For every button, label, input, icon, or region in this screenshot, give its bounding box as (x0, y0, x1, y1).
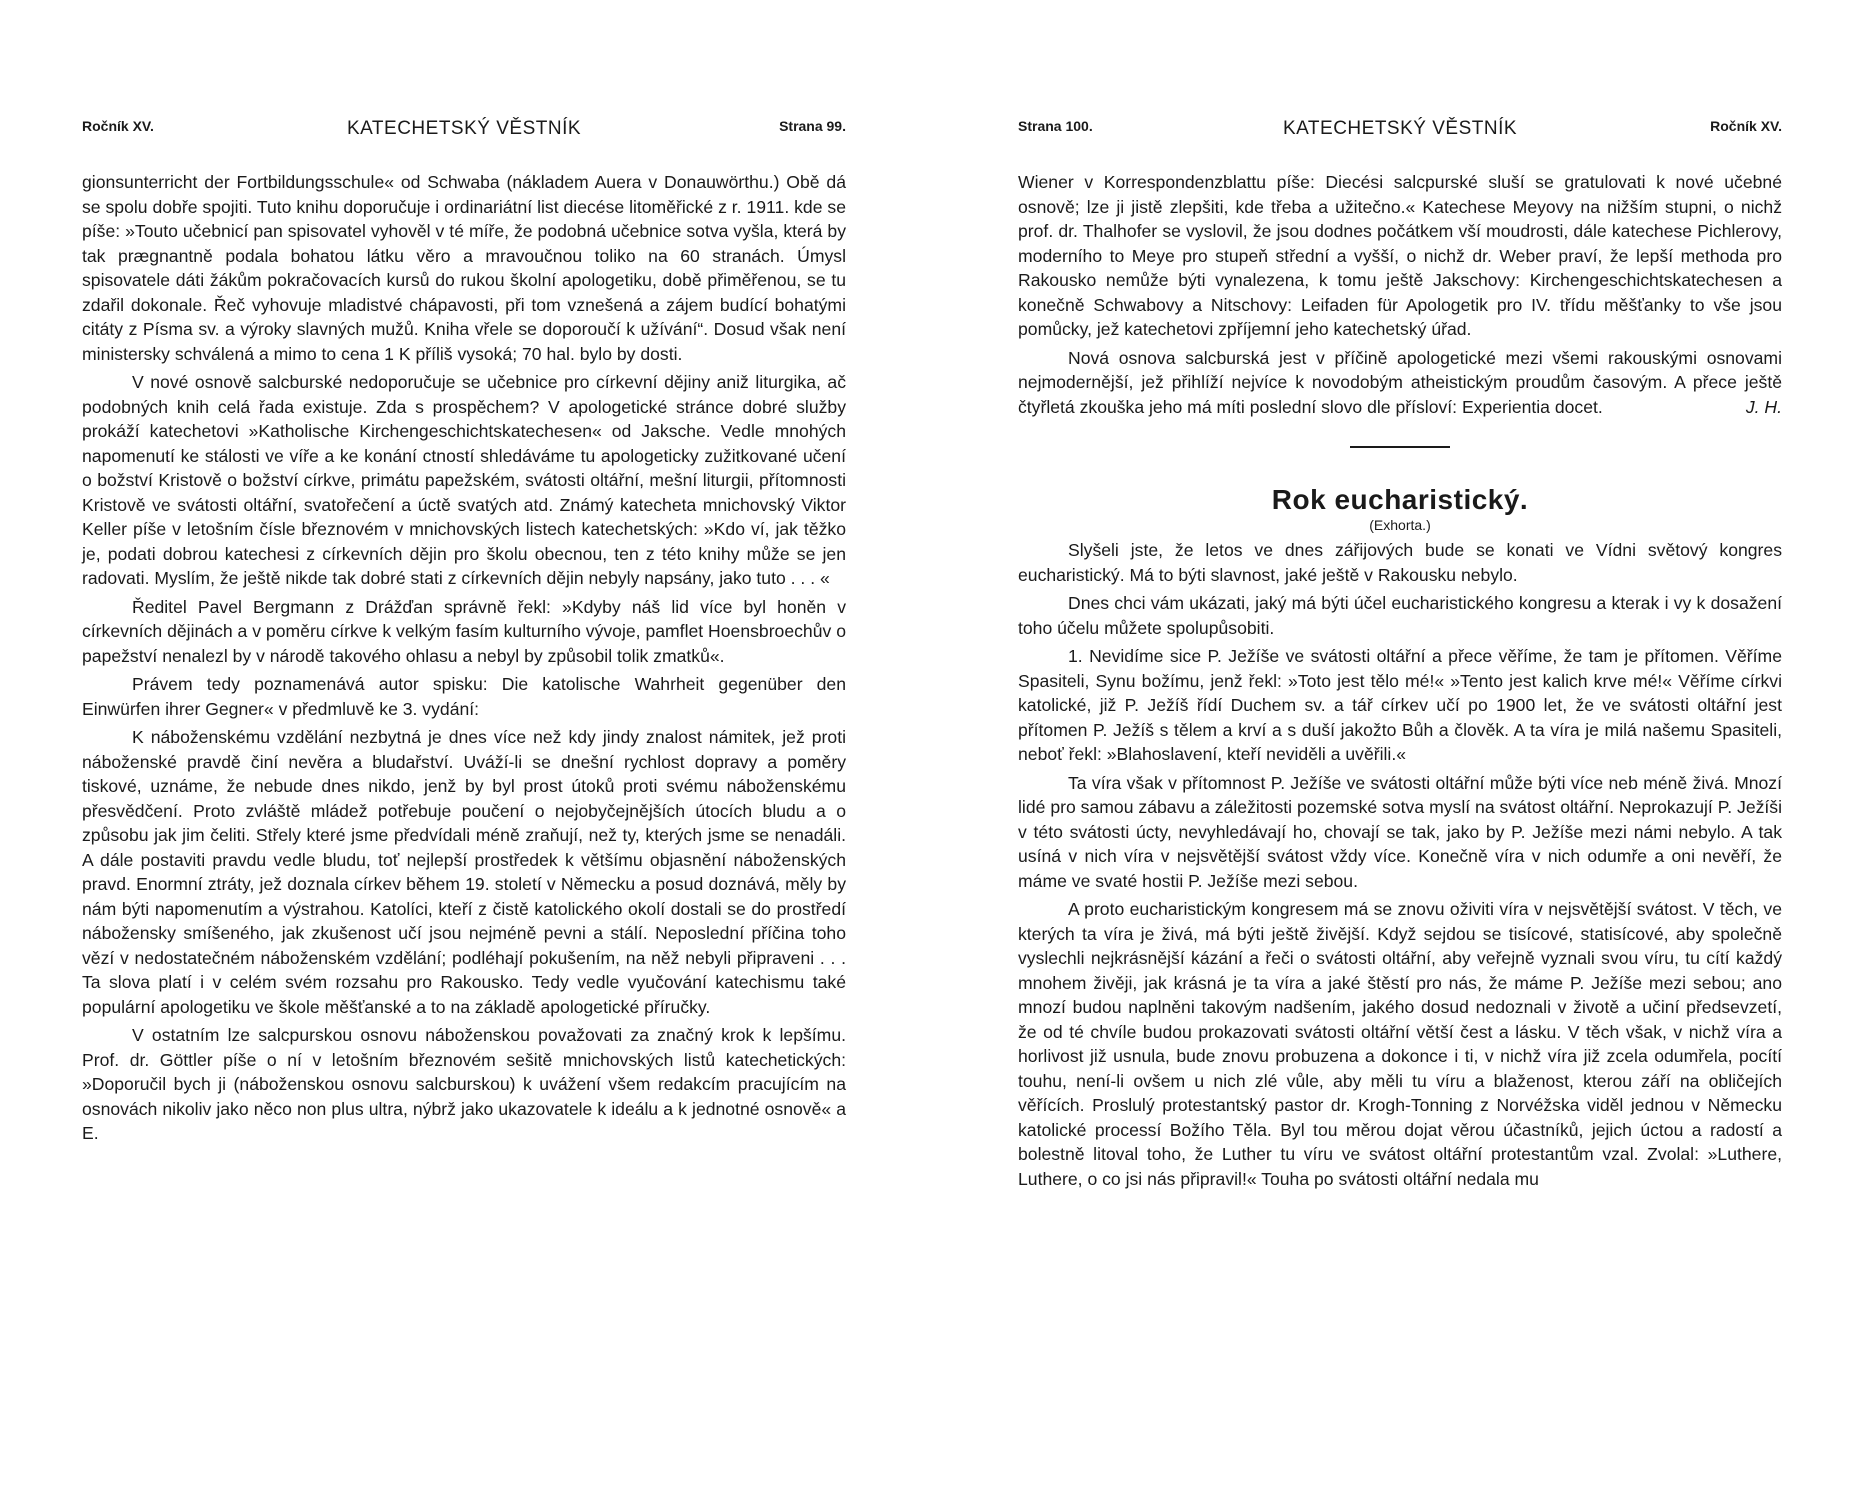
paragraph-with-signature (1018, 346, 1782, 420)
paragraph: Wiener v Korrespondenzblattu píše: Diecési salcpurské sluší se gratulovati k nové učebné osnově; lze ji jistě zlepšiti, kde třeba a užitečno.« Katechese Meyovy na nižším stupni, o nichž prof. dr. Thalhofer se vyslovil, že jsou dodnes počátkem vší moudrosti, dále katechese Pichlerovy, moderního to Meye pro stupeň střední a vyšší, o nichž dr. Weber praví, že lepší methoda pro Rakousko nemůže býti vynalezena, k tomu ještě Jakschovy: Kirchengeschichtskatechesen a konečně Schwabovy a Nitschovy: Leifaden für Apologetik pro IV. třídu měšťanky to vše jsou pomůcky, jež katechetovi zpříjemní jeho katechetský úřad. (1018, 172, 1782, 339)
left-page-body (82, 170, 846, 1146)
journal-title: KATECHETSKÝ VĚSTNÍK (1282, 118, 1518, 139)
section-divider (1350, 446, 1450, 448)
journal-title: KATECHETSKÝ VĚSTNÍK (346, 118, 582, 139)
right-page-body (1018, 170, 1782, 1191)
paragraph: 1. Nevidíme sice P. Ježíše ve svátosti oltářní a přece věříme, že tam je přítomen. Věříme Spasiteli, Synu božímu, jenž řekl: »Toto jest tělo mé!« »Tento jest kalich krve mé!« Věříme církvi katolické, již P. Ježíš řídí Duchem sv. a tář církev učí po 1900 let, že ve svátosti oltářní jest přítomen P. Ježíš s tělem a krví a s duší jakožto Bůh a člověk. A ta víra je milá našemu Spasiteli, neboť řekl: »Blahoslavení, kteří neviděli a uvěřili.« (1018, 646, 1782, 764)
article-title: Rok eucharistický. (1271, 484, 1529, 515)
paragraph: V ostatním lze salcpurskou osnovu náboženskou považovati za značný krok k lepšímu. Prof. dr. Göttler píše o ní v letošním březnovém sešitě mnichovských listů katechetických: »Doporučil bych ji (náboženskou osnovu salcburskou) k uvážení všem redakcím pracujícím na osnovách nikoliv jako něco non plus ultra, nýbrž jako ukazovatele k ideálu a k jednotné osnově« a E. (82, 1025, 846, 1143)
paragraph: Nová osnova salcburská jest v příčině apologetické mezi všemi rakouskými osnovami nejmodernější, jež přihlíží nejvíce k novodobým atheistickým proudům časovým. A přece ještě čtyřletá zkouška jeho má míti poslední slovo dle přísloví: Experientia docet. (1018, 347, 1782, 417)
paragraph: Právem tedy poznamenává autor spisku: Die katolische Wahrheit gegenüber den Einwürfen ihrer Gegner« v předmluvě ke 3. vydání: (82, 674, 846, 719)
paragraph: V nové osnově salcburské nedoporučuje se učebnice pro církevní dějiny aniž liturgika, ač podobných knih celá řada existuje. Zda s prospěchem? V apologetické stránce dobré služby prokáží katechetovi »Katholische Kirchengeschichtskatechesen« od Jaksche. Vedle mnohých napomenutí ke stálosti ve víře a ke konání ctností shledáváme tu apologeticky zužitkované učení o božství Kristově o božství církve, primátu papežském, svátosti oltářní, mešní liturgii, přítomnosti Kristově ve svátosti oltářní, svatořečení a úctě svatých atd. Známý katecheta mnichovský Viktor Keller píše v letošním čísle březnovém v mnichovských listech katechetských: »Kdo ví, jak těžko je, podati dobrou katechesi z církevních dějin pro školu obecnou, ten z této knihy může se jen radovati. Myslím, že ještě nikde tak dobré stati z církevních dějin nebyly napsány, jako tuto . . . « (82, 372, 846, 588)
paragraph: A proto eucharistickým kongresem má se znovu oživiti víra v nejsvětější svátost. V těch, ve kterých ta víra je živá, má býti ještě živější. Když sejdou se tisícové, statisícové, aby společně vyslechli nejkrásnější kázání a řeči o svátosti oltářní, aby veřejně vyznali svou víru, tu cítí každý mnohem živěji, jak krásná je ta víra a jaké štěstí pro nás, že máme P. Ježíše mezi sebou; ano mnozí budou naplněni takovým nadšením, jakého dosud nedoznali v životě a učiní předsevzetí, že od té chvíle budou prokazovati svátosti oltářní větší čest a lásku. V těch však, v nichž víra a horlivost již usnula, bude znovu probuzena a dokonce i ti, v nichž víra již zcela odumřela, pocítí touhu, není-li ovšem u nich zlé vůle, aby měli tu víru a blaženost, kterou září na obličejích věřících. Proslulý protestantský pastor dr. Krogh-Tonning z Norvéžska viděl jednou v Německu katolické processí Božího Těla. Byl tou měrou dojat věrou účastníků, jejich úctou a radostí a bolestně litoval toho, že Luther tu víru ve svátost oltářní protestantům vzal. Zvolal: »Luthere, Luthere, o co jsi nás připravil!« Touha po svátosti oltářní nedala mu (1018, 899, 1782, 1189)
volume-label: Ročník XV. (1710, 118, 1782, 134)
paragraph: Ředitel Pavel Bergmann z Drážďan správně řekl: »Kdyby náš lid více byl honěn v církevních dějinách a v poměru církve k velkým fasím kulturního vývoje, pamflet Hoensbroechův o papežství nenalezl by v národě takového ohlasu a nebyl by způsobil tolik zmatků«. (82, 596, 846, 666)
running-head (82, 118, 846, 142)
paragraph: Slyšeli jste, že letos ve dnes zářijových bude se konati ve Vídni světový kongres eucharistický. Má to býti slavnost, jaké ještě v Rakousku nebylo. (1018, 540, 1782, 585)
paragraph: gionsunterricht der Fortbildungsschule« od Schwaba (nákladem Auera v Donauwörthu.) Obě dá se spolu dobře spojiti. Tuto knihu doporučuje i ordinariátní list diecése litoměřické z r. 1911. kde se píše: »Touto učebnicí pan spisovatel vyhověl v té míře, že podobná učebnice sotva vyšla, která by tak prægnantně podala bohatou látku věro a mravoučnou toliko na 60 stranách. Úmysl spisovatele dáti žákům pokračovacích kursů do rukou školní apologetiku, době přiměřenou, se tu zdařil dokonale. Řeč vyhovuje mladistvé chápavosti, při tom vznešená a zájem budící bohatými citáty z Písma sv. a výroky slavných mužů. Kniha vřele se doporoučí k užívání“. Dosud však není ministersky schválená a mimo to cena 1 K příliš vysoká; 70 hal. bylo by dosti. (82, 172, 846, 364)
paragraph: Dnes chci vám ukázati, jaký má býti účel eucharistického kongresu a kterak i vy k dosažení toho účelu můžete spolupůsobiti. (1018, 593, 1782, 638)
right-page (1018, 0, 1782, 1501)
page-number: Strana 99. (779, 118, 846, 134)
running-head (1018, 118, 1782, 142)
page-number: Strana 100. (1018, 118, 1093, 134)
article-subtitle: (Exhorta.) (1369, 517, 1431, 533)
author-signature: J. H. (1745, 396, 1782, 417)
paragraph: K náboženskému vzdělání nezbytná je dnes více než kdy jindy znalost námitek, jež proti náboženské pravdě činí nevěra a bludařství. Uváží-li se dnešní rychlost dopravy a poměry tiskové, uznáme, že nebude dnes nikdo, jenž by byl prost útoků proti svému náboženskému přesvědčení. Proto zvláště mládež potřebuje poučení o nejobyčejnějších útocích bludu a o způsobu jak jim čeliti. Střely které jsme předvídali méně zraňují, než ty, kterých jsme se nenadáli. A dále postaviti pravdu vedle bludu, toť nejlepší prostředek k většímu objasnění náboženských pravd. Enormní ztráty, jež doznala církev během 19. století v Německu a posud doznává, měly by nám býti napomenutím a výstrahou. Katolíci, kteří z čistě katolického okolí dostali se do prostředí nábožensky smíšeného, jak zkušenost učí jsou nejméně pevni a stálí. Neposlední příčina toho vězí v nedostatečném náboženském vzdělání; podléhají pokušením, na něž nebyli připraveni . . . Ta slova platí i v celém svém rozsahu pro Rakousko. Tedy vedle vyučování katechismu také populární apologetiku ve škole měšťanské a to na základě apologetické příručky. (82, 727, 846, 1017)
paragraph: Ta víra však v přítomnost P. Ježíše ve svátosti oltářní může býti více neb méně živá. Mnozí lidé pro samou zábavu a záležitosti pozemské sotva myslí na svátost oltářní. Neprokazují P. Ježíši v této svátosti úcty, nevyhledávají ho, chovají se tak, jako by P. Ježíše mezi námi nebylo. A tak usíná v nich víra v nejsvětější svátost vždy více. Konečně víra v nich odumře a oni nevěří, že máme ve svaté hostii P. Ježíše mezi sebou. (1018, 772, 1782, 891)
left-page (82, 0, 846, 1501)
volume-label: Ročník XV. (82, 118, 154, 134)
